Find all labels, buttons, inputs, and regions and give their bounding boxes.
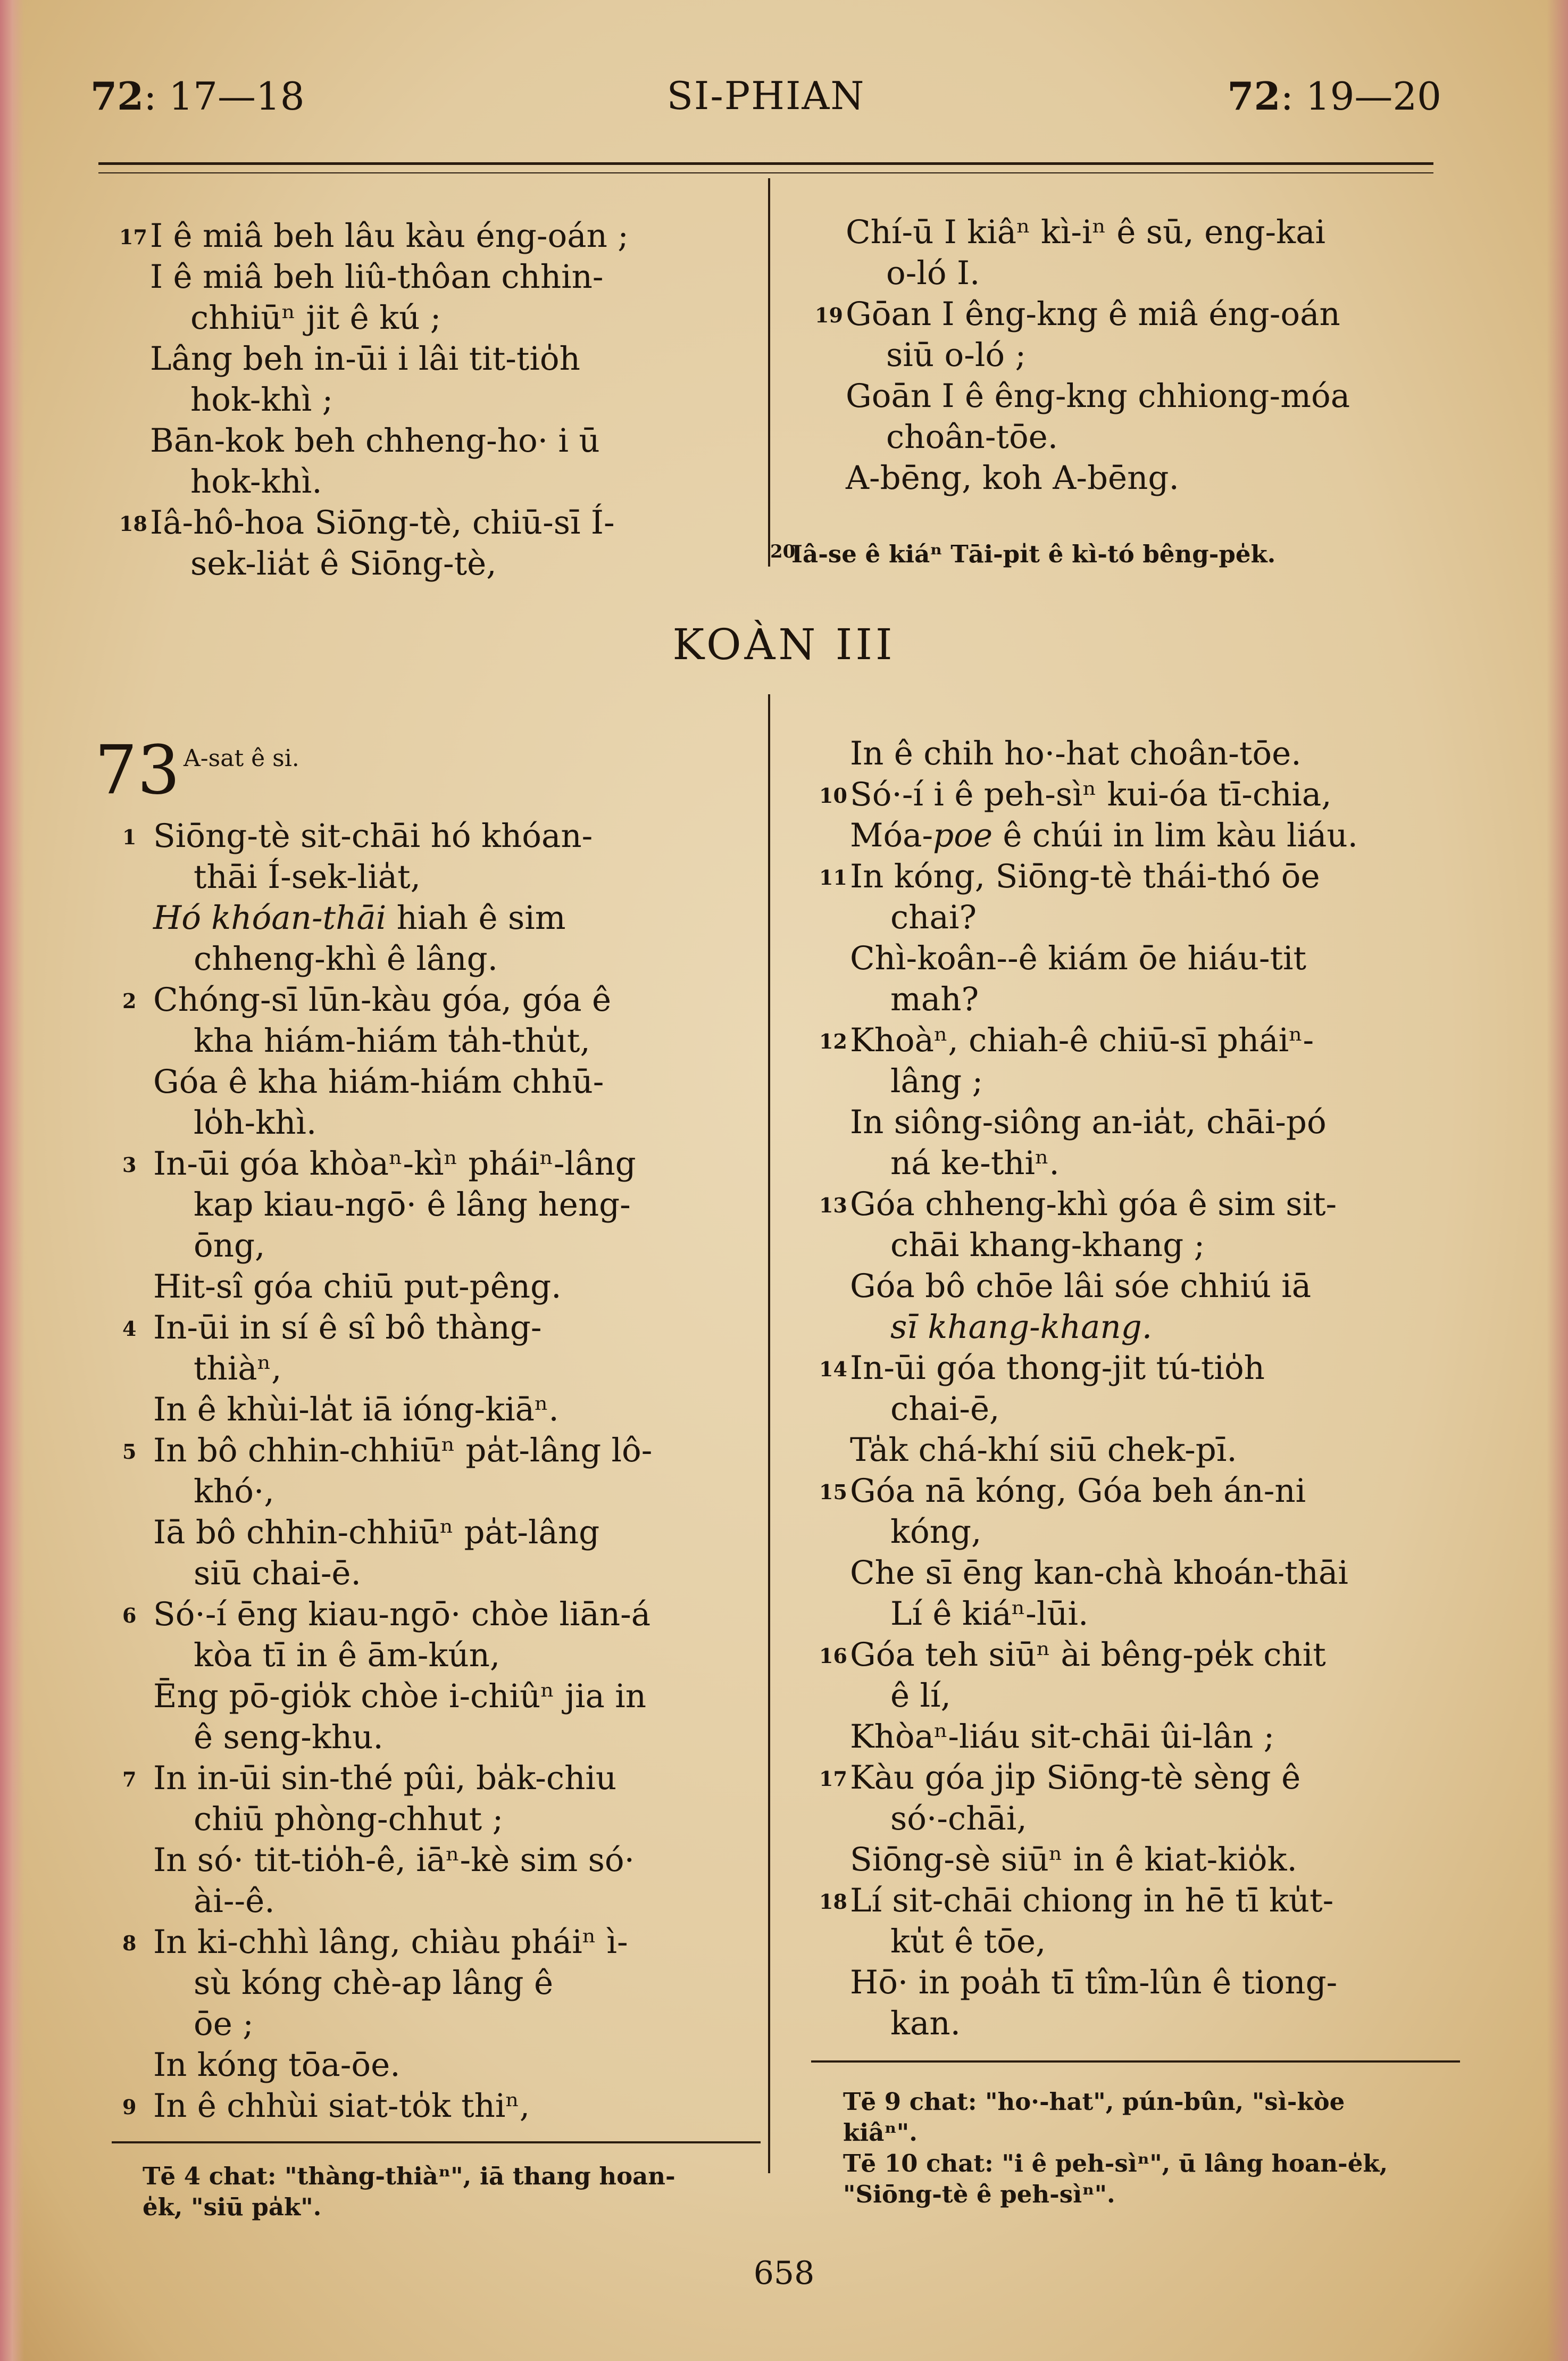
verse-text: Góa nā kóng, Góa beh án-ni bbox=[850, 1472, 1306, 1510]
verse-line bbox=[122, 1307, 749, 1348]
verse-line bbox=[153, 1676, 749, 1717]
verse-line bbox=[850, 815, 1454, 856]
verse-text: Iâ-hô-hoa Siōng-tè, chiū-sī Í- bbox=[150, 504, 615, 542]
verse-number: 12 bbox=[819, 1029, 847, 1053]
verse-line bbox=[850, 1429, 1454, 1470]
verse-line bbox=[153, 938, 749, 979]
verse-text: In bô chhin-chhiūⁿ pa̍t-lâng lô- bbox=[153, 1432, 653, 1469]
verse-line bbox=[846, 253, 1436, 294]
verse-line bbox=[153, 1881, 749, 1922]
verse-line bbox=[122, 1594, 749, 1635]
footnote-line: e̍k, "siū pa̍k". bbox=[143, 2193, 322, 2221]
verse-text: o-ló I. bbox=[886, 254, 980, 292]
verse-line bbox=[850, 1593, 1454, 1634]
verse-line bbox=[819, 1020, 1454, 1061]
verse-line bbox=[153, 1963, 749, 2003]
verse-line bbox=[850, 1716, 1454, 1757]
verse-text: kap kiau-ngō· ê lâng heng- bbox=[194, 1186, 631, 1224]
verse-line bbox=[815, 294, 1436, 335]
column-divider-main bbox=[768, 694, 770, 2173]
verse-text: Khòaⁿ-liáu sit-chāi ûi-lân ; bbox=[850, 1718, 1275, 1756]
verse-line bbox=[850, 1552, 1454, 1593]
verse-number: 15 bbox=[819, 1480, 847, 1504]
verse-text: lâng ; bbox=[890, 1062, 983, 1100]
verse-text: In ê khùi-la̍t iā ióng-kiāⁿ. bbox=[153, 1391, 559, 1428]
footnote-rule-right bbox=[811, 2060, 1460, 2063]
verse-text: Siōng-tè sit-chāi hó khóan- bbox=[153, 817, 593, 855]
verse-line bbox=[153, 1020, 749, 1061]
verse-text: choân-tōe. bbox=[886, 418, 1058, 456]
verse-text: In-ūi góa thong-jit tú-tio̍h bbox=[850, 1349, 1265, 1387]
verse-text: Hō· in poa̍h tī tîm-lûn ê tiong- bbox=[850, 1964, 1338, 2001]
verse-text: siū o-ló ; bbox=[886, 336, 1027, 374]
verse-number: 18 bbox=[119, 512, 147, 536]
verse-line bbox=[150, 379, 740, 420]
verse-text: Lí ê kiáⁿ-lūi. bbox=[890, 1595, 1089, 1633]
top-right-column bbox=[815, 212, 1436, 498]
verse-number: 3 bbox=[122, 1153, 137, 1177]
verse-text: hok-khì. bbox=[190, 463, 322, 501]
verse-line bbox=[150, 256, 740, 297]
verse-line bbox=[122, 816, 749, 857]
verse-line bbox=[819, 1470, 1454, 1511]
verse-text: Só·-í i ê peh-sìⁿ kui-óa tī-chia, bbox=[850, 776, 1332, 813]
verse-text: chiū phòng-chhut ; bbox=[194, 1800, 504, 1838]
verse-text: Goān I ê êng-kng chhiong-móa bbox=[846, 377, 1350, 415]
verse-text: Ēng pō-gio̍k chòe i-chiûⁿ jia in bbox=[153, 1677, 647, 1715]
verse-line bbox=[153, 897, 749, 938]
verse-text: kòa tī in ê ām-kún, bbox=[194, 1636, 501, 1674]
verse-line bbox=[850, 1143, 1454, 1184]
header-book-title: SI-PHIAN bbox=[666, 73, 865, 118]
verse-text: Góa teh siūⁿ ài bêng-pe̍k chit bbox=[850, 1636, 1326, 1674]
verse-text: kha hiám-hiám ta̍h-thu̍t, bbox=[194, 1022, 590, 1060]
verse-line bbox=[850, 2003, 1454, 2044]
verse-number: 2 bbox=[122, 989, 137, 1013]
verse-text: In ê chhùi siat-to̍k thiⁿ, bbox=[153, 2087, 530, 2125]
verse-text: In ê chih ho·-hat choân-tōe. bbox=[850, 735, 1302, 772]
verse-line bbox=[850, 1061, 1454, 1102]
verse-text: ōng, bbox=[194, 1227, 265, 1265]
verse-number: 10 bbox=[819, 784, 847, 808]
verse-number: 11 bbox=[819, 866, 847, 889]
verse-line bbox=[819, 1184, 1454, 1225]
verse-line bbox=[153, 857, 749, 897]
verse-text: chheng-khì ê lâng. bbox=[194, 940, 498, 978]
footnote-rule-left bbox=[112, 2141, 761, 2143]
book-heading: KOÀN III bbox=[672, 620, 896, 669]
verse-line bbox=[850, 1389, 1454, 1429]
verse-line bbox=[819, 1757, 1454, 1798]
verse-text: ê seng-khu. bbox=[194, 1718, 383, 1756]
verse-line bbox=[122, 2085, 749, 2126]
footnote-line: kiâⁿ". bbox=[843, 2118, 918, 2147]
verse-number: 19 bbox=[815, 303, 843, 327]
verse-text: A-bēng, koh A-bēng. bbox=[846, 459, 1179, 497]
verse-number: 8 bbox=[122, 1931, 137, 1955]
verse-text: thiàⁿ, bbox=[194, 1350, 282, 1387]
verse-line bbox=[850, 1798, 1454, 1839]
verse-text: sī khang-khang. bbox=[890, 1308, 1153, 1346]
verse-text: siū chai-ē. bbox=[194, 1554, 361, 1592]
header-rule bbox=[98, 162, 1433, 173]
verse-text: ài--ê. bbox=[194, 1882, 275, 1920]
verse-number: 6 bbox=[122, 1603, 137, 1627]
verse-text: kan. bbox=[890, 2005, 961, 2042]
verse-text: Góa bô chōe lâi sóe chhiú iā bbox=[850, 1267, 1312, 1305]
verse-line bbox=[150, 297, 740, 338]
footnote-line: "Siōng-tè ê peh-sìⁿ". bbox=[843, 2180, 1115, 2208]
verse-text: ku̍t ê tōe, bbox=[890, 1923, 1046, 1960]
verse-line bbox=[819, 1348, 1454, 1389]
verse-line bbox=[150, 543, 740, 584]
footnote-right bbox=[843, 2086, 1471, 2210]
footnote-line: Tē 4 chat: "thàng-thiàⁿ", iā thang hoan- bbox=[143, 2162, 675, 2190]
verse-line bbox=[846, 376, 1436, 417]
verse-text: Góa chheng-khì góa ê sim sit- bbox=[850, 1185, 1337, 1223]
verse-line bbox=[153, 1266, 749, 1307]
verse-line bbox=[846, 335, 1436, 376]
verse-number: 16 bbox=[819, 1644, 847, 1668]
verse-line bbox=[850, 1102, 1454, 1143]
verse-line bbox=[850, 979, 1454, 1020]
verse-line bbox=[846, 212, 1436, 253]
verse-text: sù kóng chè-ap lâng ê bbox=[194, 1964, 554, 2002]
verse-text: só·-chāi, bbox=[890, 1800, 1027, 1838]
verse-line bbox=[819, 1634, 1454, 1675]
verse-line bbox=[119, 215, 740, 256]
psalm-72-colophon bbox=[770, 540, 1276, 568]
verse-text: In ki-chhì lâng, chiàu pháiⁿ ì- bbox=[153, 1923, 628, 1961]
verse-line bbox=[153, 1553, 749, 1594]
right-column bbox=[819, 733, 1454, 2044]
verse-line bbox=[153, 1184, 749, 1225]
verse-line bbox=[819, 1880, 1454, 1921]
verse-text: Chí-ū I kiâⁿ kì-iⁿ ê sū, eng-kai bbox=[846, 213, 1325, 251]
verse-text: In siông-siông an-ia̍t, chāi-pó bbox=[850, 1103, 1327, 1141]
verse-number: 1 bbox=[122, 825, 137, 849]
verse-number: 9 bbox=[122, 2095, 137, 2119]
footnote-left bbox=[143, 2161, 770, 2223]
verse-text: In-ūi in sí ê sî bô thàng- bbox=[153, 1309, 542, 1346]
footnote-line: Tē 10 chat: "i ê peh-sìⁿ", ū lâng hoan-e̍k, bbox=[843, 2149, 1388, 2177]
verse-line bbox=[850, 1511, 1454, 1552]
verse-line bbox=[153, 1799, 749, 1840]
verse-text: chai-ē, bbox=[890, 1390, 1000, 1428]
verse-line bbox=[153, 1717, 749, 1758]
verse-text: I ê miâ beh liû-thôan chhin- bbox=[150, 258, 604, 296]
header-left-chapter: 72 bbox=[90, 73, 144, 119]
verse-line bbox=[153, 1061, 749, 1102]
verse-line bbox=[153, 1471, 749, 1512]
verse-text: I ê miâ beh lâu kàu éng-oán ; bbox=[150, 217, 629, 255]
verse-text: ōe ; bbox=[194, 2005, 254, 2043]
psalm-number: 73 bbox=[95, 731, 180, 809]
verse-line bbox=[153, 1635, 749, 1676]
verse-number: 14 bbox=[819, 1357, 847, 1381]
verse-text: Siōng-sè siūⁿ in ê kiat-kio̍k. bbox=[850, 1841, 1297, 1878]
verse-number: 17 bbox=[819, 1767, 847, 1791]
page-number: 658 bbox=[753, 2255, 815, 2292]
verse-text: Chóng-sī lūn-kàu góa, góa ê bbox=[153, 981, 612, 1019]
page-edge-left bbox=[0, 0, 24, 2361]
verse-line bbox=[850, 897, 1454, 938]
verse-text: Bān-kok beh chheng-ho· i ū bbox=[150, 422, 600, 460]
verse-text: In-ūi góa khòaⁿ-kìⁿ pháiⁿ-lâng bbox=[153, 1145, 636, 1183]
page-edge-right bbox=[1547, 0, 1568, 2361]
verse-text: Khoàⁿ, chiah-ê chiū-sī pháiⁿ- bbox=[850, 1021, 1314, 1059]
verse-line bbox=[850, 1266, 1454, 1307]
running-header bbox=[90, 73, 1441, 121]
left-column bbox=[122, 816, 749, 2126]
verse-line bbox=[819, 856, 1454, 897]
verse-text: chai? bbox=[890, 899, 977, 936]
verse-text: In só· tit-tio̍h-ê, iāⁿ-kè sim só· bbox=[153, 1841, 635, 1879]
verse-line bbox=[850, 733, 1454, 774]
verse-text: chāi khang-khang ; bbox=[890, 1226, 1205, 1264]
verse-line bbox=[153, 1102, 749, 1143]
verse-text: Hó khóan-thāi hiah ê sim bbox=[153, 899, 566, 937]
verse-text: chhiūⁿ jit ê kú ; bbox=[190, 299, 441, 337]
verse-line bbox=[153, 1348, 749, 1389]
header-right-ref bbox=[1227, 73, 1441, 119]
verse-line bbox=[122, 979, 749, 1020]
verse-text: Iā bô chhin-chhiūⁿ pa̍t-lâng bbox=[153, 1514, 600, 1551]
verse-text: Lí sit-chāi chiong in hē tī ku̍t- bbox=[850, 1882, 1334, 1919]
verse-line bbox=[850, 1675, 1454, 1716]
top-left-column bbox=[119, 215, 740, 584]
verse-text: Móa-poe ê chúi in lim kàu liáu. bbox=[850, 817, 1358, 854]
verse-text: mah? bbox=[890, 980, 979, 1018]
verse-line bbox=[819, 774, 1454, 815]
verse-text: Che sī ēng kan-chà khoán-thāi bbox=[850, 1554, 1348, 1592]
verse-line bbox=[850, 1839, 1454, 1880]
verse-line bbox=[122, 1758, 749, 1799]
verse-number: 13 bbox=[819, 1193, 847, 1217]
verse-text: khó·, bbox=[194, 1473, 274, 1510]
verse-line bbox=[153, 2003, 749, 2044]
verse-line bbox=[150, 461, 740, 502]
verse-text: Kàu góa ji̍p Siōng-tè sèng ê bbox=[850, 1759, 1301, 1797]
psalm-superscription: A-sat ê si. bbox=[184, 745, 299, 772]
header-left-verses: : 17—18 bbox=[144, 74, 305, 119]
verse-line bbox=[119, 502, 740, 543]
verse-text: In in-ūi sin-thé pûi, ba̍k-chiu bbox=[153, 1759, 617, 1797]
verse-line bbox=[153, 1389, 749, 1430]
verse-number: 17 bbox=[119, 225, 147, 249]
footnote-line: Tē 9 chat: "ho·-hat", pún-bûn, "sì-kòe bbox=[843, 2088, 1345, 2116]
verse-line bbox=[150, 420, 740, 461]
verse-text: In kóng, Siōng-tè thái-thó ōe bbox=[850, 858, 1320, 895]
verse-line bbox=[153, 1512, 749, 1553]
verse-number: 4 bbox=[122, 1317, 137, 1341]
verse-line bbox=[150, 338, 740, 379]
verse-line bbox=[122, 1430, 749, 1471]
header-right-verses: : 19—20 bbox=[1280, 74, 1441, 119]
verse-line bbox=[846, 417, 1436, 458]
verse-line bbox=[850, 1921, 1454, 1962]
verse-line bbox=[850, 938, 1454, 979]
verse-text: Hit-sî góa chiū put-pêng. bbox=[153, 1268, 562, 1306]
header-right-chapter: 72 bbox=[1227, 73, 1281, 119]
column-divider-top bbox=[768, 178, 770, 567]
verse-line bbox=[850, 1225, 1454, 1266]
verse-text: hok-khì ; bbox=[190, 381, 333, 419]
verse-line bbox=[153, 1840, 749, 1881]
verse-text: lo̍h-khì. bbox=[194, 1104, 317, 1142]
verse-text: kóng, bbox=[890, 1513, 982, 1551]
verse-text: Chì-koân--ê kiám ōe hiáu-tit bbox=[850, 940, 1307, 977]
verse-number: 20 bbox=[770, 541, 796, 562]
verse-line bbox=[846, 458, 1436, 498]
verse-text: thāi Í-sek-lia̍t, bbox=[194, 858, 421, 896]
verse-line bbox=[153, 2044, 749, 2085]
verse-number: 7 bbox=[122, 1767, 137, 1791]
verse-text: ná ke-thiⁿ. bbox=[890, 1144, 1060, 1182]
verse-text: Ta̍k chá-khí siū chek-pī. bbox=[850, 1431, 1237, 1469]
verse-line bbox=[850, 1307, 1454, 1348]
verse-number: 18 bbox=[819, 1890, 847, 1914]
verse-line bbox=[122, 1143, 749, 1184]
colophon-text: Iâ-se ê kiáⁿ Tāi-pi̍t ê kì-tó bêng-pe̍k. bbox=[791, 540, 1276, 568]
verse-text: In kóng tōa-ōe. bbox=[153, 2046, 401, 2084]
verse-text: Lâng beh in-ūi i lâi tit-tio̍h bbox=[150, 340, 580, 378]
verse-text: Góa ê kha hiám-hiám chhū- bbox=[153, 1063, 604, 1101]
verse-line bbox=[850, 1962, 1454, 2003]
verse-line bbox=[153, 1225, 749, 1266]
verse-line bbox=[122, 1922, 749, 1963]
verse-text: sek-lia̍t ê Siōng-tè, bbox=[190, 545, 497, 583]
verse-number: 5 bbox=[122, 1440, 137, 1464]
verse-text: Gōan I êng-kng ê miâ éng-oán bbox=[846, 295, 1340, 333]
verse-text: ê lí, bbox=[890, 1677, 951, 1715]
verse-text: Só·-í ēng kiau-ngō· chòe liān-á bbox=[153, 1595, 651, 1633]
